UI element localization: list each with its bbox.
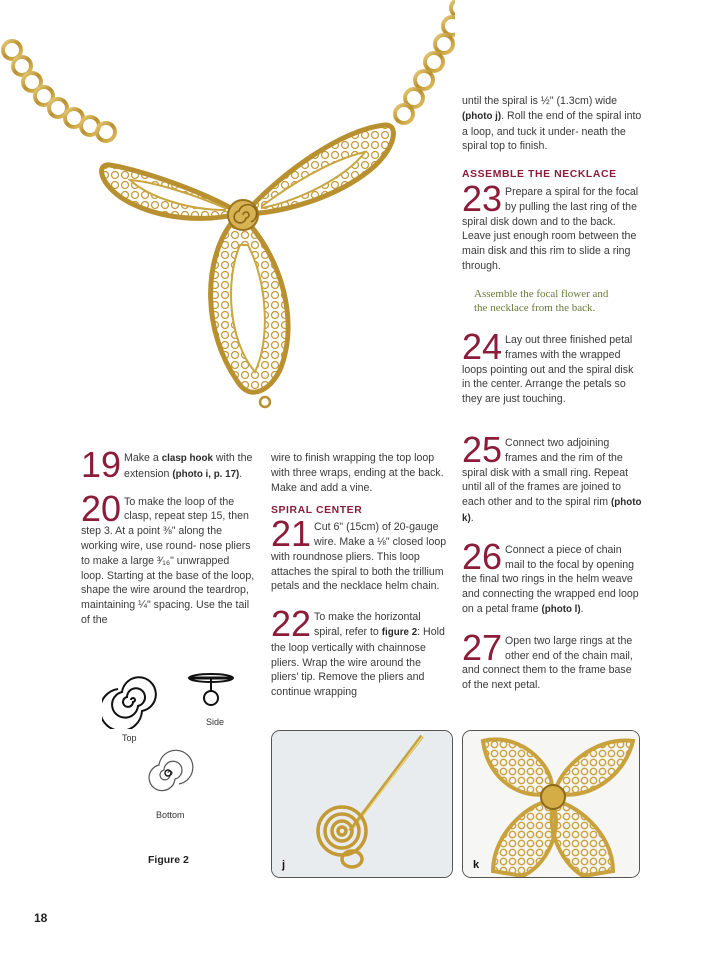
- spiral-on-pliers-image: [272, 731, 452, 877]
- spiral-continuation: [462, 94, 642, 154]
- label-top: Top: [122, 733, 137, 743]
- photo-j-ref: (photo j): [462, 110, 502, 122]
- step-26-number: 26: [462, 535, 503, 577]
- step-24-text: Lay out three finished petal frames with the wrapped loops pointing out and the spiral disk in the center. Arrange the petals so they are just touching.: [462, 334, 634, 406]
- step-19-text-e: .: [239, 467, 243, 480]
- page-number: 18: [34, 911, 48, 925]
- step-26-end: .: [580, 602, 584, 615]
- step-25-end: .: [470, 511, 474, 524]
- left-column: [81, 444, 255, 628]
- photo-k-ref: (photo k): [462, 497, 642, 524]
- left-petal: [102, 165, 238, 219]
- step-23: [462, 177, 642, 274]
- step-23-number: 23: [462, 177, 503, 219]
- label-bottom: Bottom: [156, 810, 185, 820]
- step-24-number: 24: [462, 326, 503, 367]
- step-19-text-a: Make a: [124, 452, 162, 464]
- step-21-number: 21: [271, 513, 312, 555]
- photo-caption: Assemble the focal flower and the necklace from the back.: [474, 288, 609, 314]
- step-22: [271, 603, 449, 700]
- spiral-top-diagram: [102, 671, 160, 729]
- right-column-bottom: [462, 429, 642, 693]
- spiral-bottom-diagram: [142, 747, 194, 799]
- joined-petals-image: [463, 731, 639, 877]
- step-27: [462, 626, 642, 693]
- step-22-text-c: : Hold the loop vertically with chainnose pliers. Wrap the wire around the pliers' tip. Remove the pliers and continue wrapping: [271, 625, 445, 699]
- necklace-photo: [0, 0, 455, 420]
- label-side: Side: [206, 717, 225, 727]
- photo-i-ref: (photo i, p. 17): [172, 468, 240, 480]
- clasp-hook-term: clasp hook: [161, 453, 213, 464]
- step-20-continuation: wire to finish wrapping the top loop with three wraps, ending at the back. Make and add a vine.: [271, 452, 444, 494]
- bottom-petal: [211, 225, 288, 407]
- step-19-text-c: with the extension: [124, 452, 253, 480]
- step-24: [462, 326, 642, 407]
- photo-k: [462, 730, 640, 878]
- spiral-center-heading: SPIRAL CENTER: [271, 505, 363, 517]
- step-27-number: 27: [462, 626, 503, 668]
- right-column-top: [462, 94, 642, 274]
- step-23-text: Prepare a spiral for the focal by pulling the last ring of the spiral disk down and to the back. Leave just enough room between the main disk and this rim to slide a ring through.: [462, 185, 639, 272]
- assemble-heading: ASSEMBLE THE NECKLACE: [462, 169, 617, 181]
- step-25-number: 25: [462, 429, 503, 470]
- step-27-text: Open two large rings at the other end of the chain mail, and connect them to the frame base of the next petal.: [462, 634, 633, 692]
- intro-rest: . Roll the end of the spiral into a loop, and tuck it under- neath the spiral top to finish.: [462, 109, 642, 153]
- step-21: [271, 513, 449, 594]
- middle-column: [271, 451, 449, 700]
- step-26: [462, 535, 642, 618]
- step-20-number: 20: [81, 487, 122, 529]
- center-spiral: [228, 200, 258, 230]
- step-19: [81, 444, 255, 485]
- figure-2: [90, 665, 260, 875]
- spiral-side-diagram: [186, 671, 236, 711]
- step-25-text: Connect two adjoining frames and the rim of the spiral disk with a small ring. Repeat until all of the frames are joined to each other and to the spiral rim: [462, 437, 629, 509]
- intro-text: until the spiral is ½" (1.3cm) wide: [462, 95, 618, 107]
- step-22-text-a: To make the horizontal spiral, refer to: [314, 611, 421, 638]
- step-22-number: 22: [271, 603, 312, 645]
- figure-2-ref: figure 2: [381, 626, 418, 638]
- photo-k-label: k: [473, 859, 480, 872]
- photo-l-ref: (photo l): [541, 603, 581, 615]
- step-26-text: Connect a piece of chain mail to the focal by opening the final two rings in the helm weave and connecting the wrapped end loop on a petal frame: [462, 543, 639, 615]
- left-chain: [3, 41, 115, 141]
- photo-j: [271, 730, 453, 878]
- step-25: [462, 429, 642, 527]
- step-21-text: Cut 6" (15cm) of 20-gauge wire. Make a ⅛" closed loop with roundnose pliers. This loop attaches the spiral to both the trillium petals and the necklace helm chain.: [271, 521, 447, 593]
- step-20-text: To make the loop of the clasp, repeat step 15, then step 3. At a point ⅜" along the working wire, use round- nose pliers to make a large ³⁄₁₆" unwrapped loop. Starting at the base of the loop, shape the wire around the teardrop, maintaining ¼" spacing. Use the tail of the: [81, 495, 255, 626]
- step-19-number: 19: [81, 444, 122, 485]
- right-chain: [395, 0, 455, 123]
- figure-title: Figure 2: [148, 854, 189, 866]
- step-20: [81, 487, 255, 628]
- right-petal: [248, 125, 393, 214]
- photo-j-label: j: [282, 859, 286, 872]
